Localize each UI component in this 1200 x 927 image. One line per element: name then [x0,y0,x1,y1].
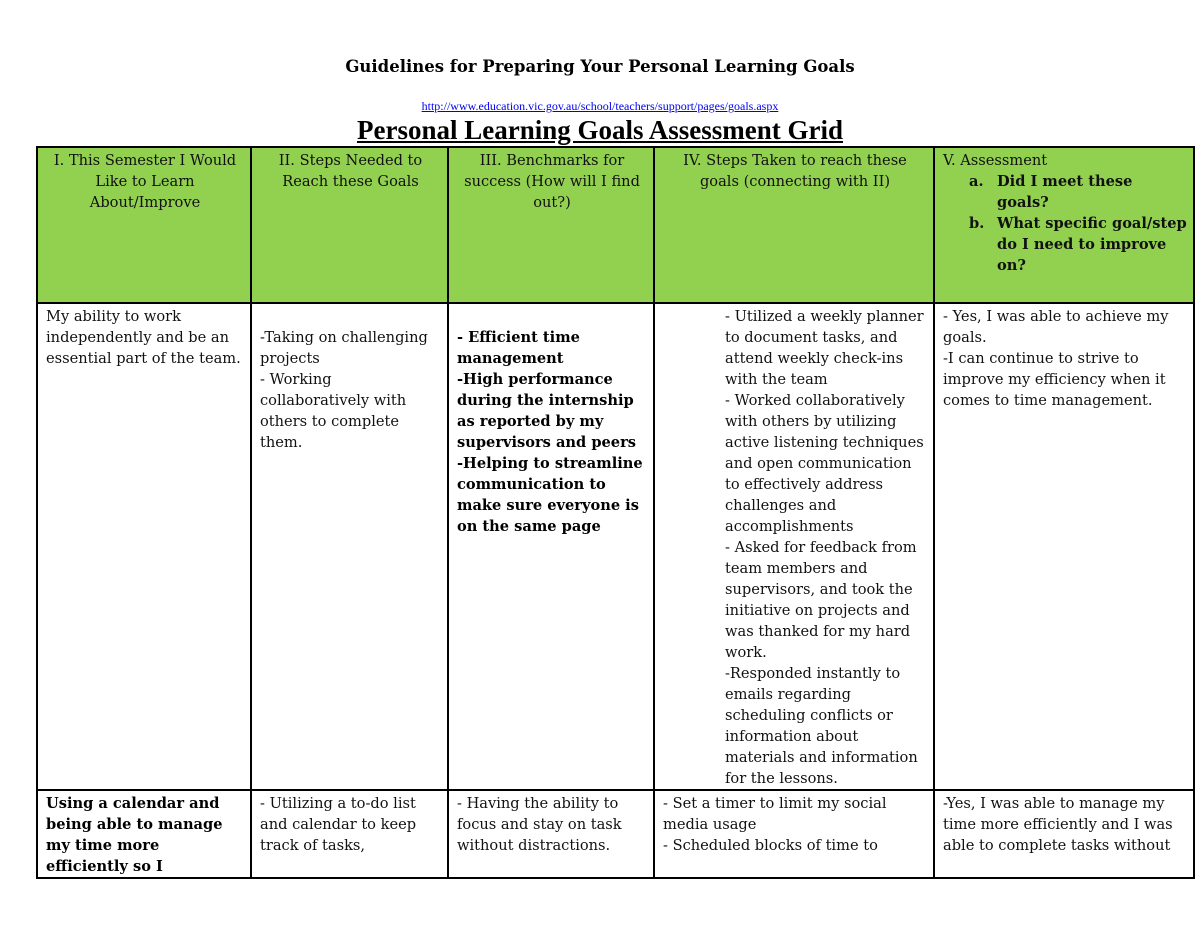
document-title: Guidelines for Preparing Your Personal Learning Goals [345,57,855,76]
steps-cell: -Taking on challenging projects - Working collaboratively with others to complete them. [251,303,448,790]
column-header-3: III. Benchmarks for success (How will I find out?) [448,147,654,303]
assessment-questions [943,171,1187,276]
assessment-question: a. Did I meet these goals? [969,173,1133,211]
column-header-1: I. This Semester I Would Like to Learn About/Improve [37,147,251,303]
assessment-cell: -Yes, I was able to manage my time more efficiently and I was able to complete tasks without [934,790,1194,878]
goals-link[interactable]: http://www.education.vic.gov.au/school/teachers/support/pages/goals.aspx [421,99,779,113]
steps-cell: - Utilizing a to-do list and calendar to keep track of tasks, [251,790,448,878]
goal-cell: My ability to work independently and be an essential part of the team. [37,303,251,790]
benchmarks-cell: - Efficient time management -High performance during the internship as reported by my supervisors and peers -Helping to streamline communication to make sure everyone is on the same page [448,303,654,790]
grid-title: Personal Learning Goals Assessment Grid [356,115,843,145]
benchmarks-cell: - Having the ability to focus and stay on task without distractions. [448,790,654,878]
assessment-cell: - Yes, I was able to achieve my goals. -I can continue to strive to improve my efficiency when it comes to time management. [934,303,1194,790]
assessment-question: b. What specific goal/step do I need to improve on? [969,215,1187,274]
column-header-5 [934,147,1194,303]
table-row [37,303,1194,790]
assessment-title: V. Assessment [943,152,1048,169]
steps-taken-cell: - Utilized a weekly planner to document tasks, and attend weekly check-ins with the team - Worked collaboratively with others by utilizing active listening techniques and open communication to effectively address challenges and accomplishments - Asked for feedback from team members and supervisors, and took the initiative on projects and was thanked for my hard work. -Responded instantly to emails regarding scheduling conflicts or information about materials and information for the lessons. [654,303,934,790]
column-header-4: IV. Steps Taken to reach these goals (connecting with II) [654,147,934,303]
header-row [37,147,1194,303]
goal-cell: Using a calendar and being able to manage my time more efficiently so I [37,790,251,878]
steps-taken-cell: - Set a timer to limit my social media usage - Scheduled blocks of time to [654,790,934,878]
assessment-grid [36,146,1195,879]
table-row [37,790,1194,878]
column-header-2: II. Steps Needed to Reach these Goals [251,147,448,303]
